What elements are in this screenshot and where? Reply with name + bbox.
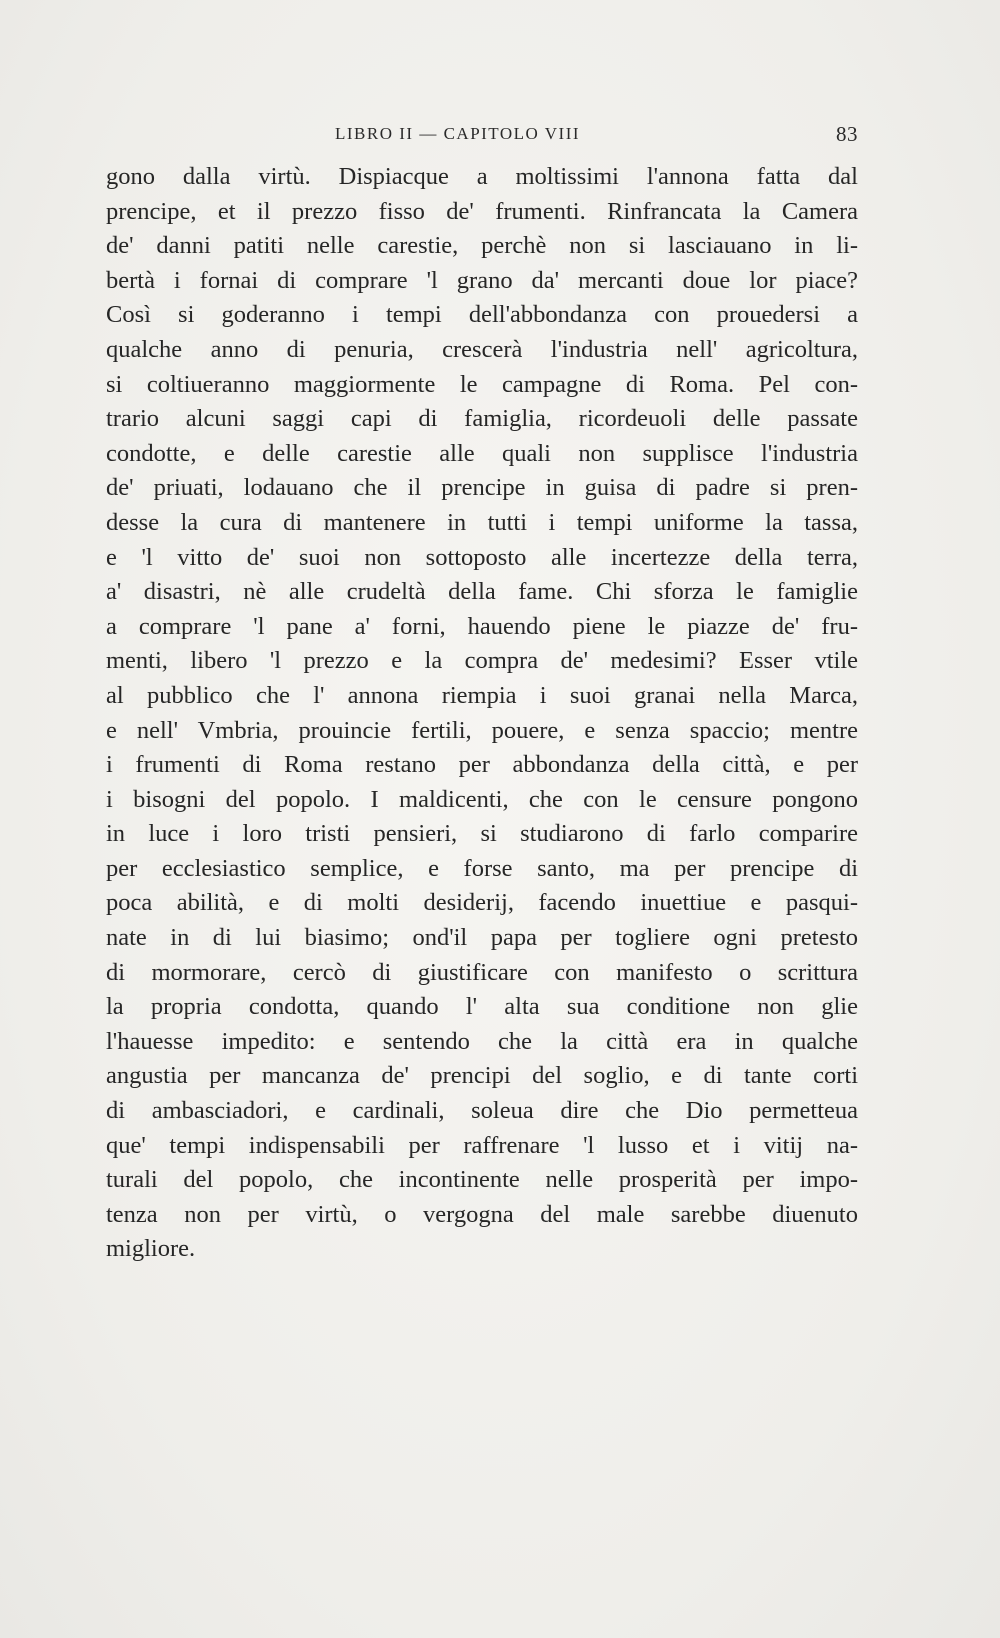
text-line: al pubblico che l' annona riempia i suoi granai nella Marca, [106, 681, 858, 709]
text-line: tenza non per virtù, o vergogna del male sarebbe diuenuto [106, 1200, 858, 1228]
text-line: la propria condotta, quando l' alta sua conditione non glie [106, 993, 858, 1021]
text-line: a comprare 'l pane a' forni, hauendo piene le piazze de' fru- [106, 612, 858, 640]
text-line: condotte, e delle carestie alle quali non supplisce l'industria [106, 439, 858, 467]
text-line: qualche anno di penuria, crescerà l'industria nell' agricoltura, [106, 335, 858, 363]
text-line: trario alcuni saggi capi di famiglia, ricordeuoli delle passate [106, 405, 858, 433]
text-line: i bisogni del popolo. I maldicenti, che con le censure pongono [106, 785, 858, 813]
text-line: l'hauesse impedito: e sentendo che la città era in qualche [106, 1027, 858, 1055]
text-line: de' priuati, lodauano che il prencipe in guisa di padre si pren- [106, 474, 858, 502]
text-line: menti, libero 'l prezzo e la compra de' medesimi? Esser vtile [106, 647, 858, 675]
text-line: di mormorare, cercò di giustificare con manifesto o scrittura [106, 958, 858, 986]
text-line: e 'l vitto de' suoi non sottoposto alle incertezze della terra, [106, 543, 858, 571]
text-line: migliore. [106, 1235, 196, 1263]
text-line: e nell' Vmbria, prouincie fertili, pouere, e senza spaccio; mentre [106, 716, 858, 744]
running-title: LIBRO II — CAPITOLO VIII [335, 124, 581, 143]
text-line: di ambasciadori, e cardinali, soleua dire che Dio permetteua [106, 1097, 858, 1125]
text-line: poca abilità, e di molti desiderij, facendo inuettiue e pasqui- [106, 889, 858, 917]
text-line: angustia per mancanza de' prencipi del soglio, e di tante corti [106, 1062, 858, 1090]
text-line: Così si goderanno i tempi dell'abbondanza con prouedersi a [106, 301, 858, 329]
page-number: 83 [836, 122, 858, 146]
text-line: i frumenti di Roma restano per abbondanza della città, e per [106, 751, 858, 779]
text-line: turali del popolo, che incontinente nelle prosperità per impo- [106, 1166, 858, 1194]
text-line: bertà i fornai di comprare 'l grano da' mercanti doue lor piace? [106, 266, 858, 294]
text-line: per ecclesiastico semplice, e forse santo, ma per prencipe di [106, 854, 858, 882]
text-line: desse la cura di mantenere in tutti i tempi uniforme la tassa, [106, 508, 858, 536]
body-text [106, 160, 858, 1267]
text-line: si coltiueranno maggiormente le campagne di Roma. Pel con- [106, 370, 858, 398]
page-header [335, 124, 858, 150]
text-line: nate in di lui biasimo; ond'il papa per togliere ogni pretesto [106, 924, 858, 952]
text-line: prencipe, et il prezzo fisso de' frumenti. Rinfrancata la Camera [106, 197, 858, 225]
text-line: gono dalla virtù. Dispiacque a moltissimi l'annona fatta dal [106, 163, 858, 190]
text-line: a' disastri, nè alle crudeltà della fame. Chi sforza le famiglie [106, 578, 858, 606]
text-line: de' danni patiti nelle carestie, perchè non si lasciauano in li- [106, 232, 858, 260]
text-line: que' tempi indispensabili per raffrenare 'l lusso et i vitij na- [106, 1131, 858, 1159]
text-line: in luce i loro tristi pensieri, si studiarono di farlo comparire [106, 820, 858, 848]
